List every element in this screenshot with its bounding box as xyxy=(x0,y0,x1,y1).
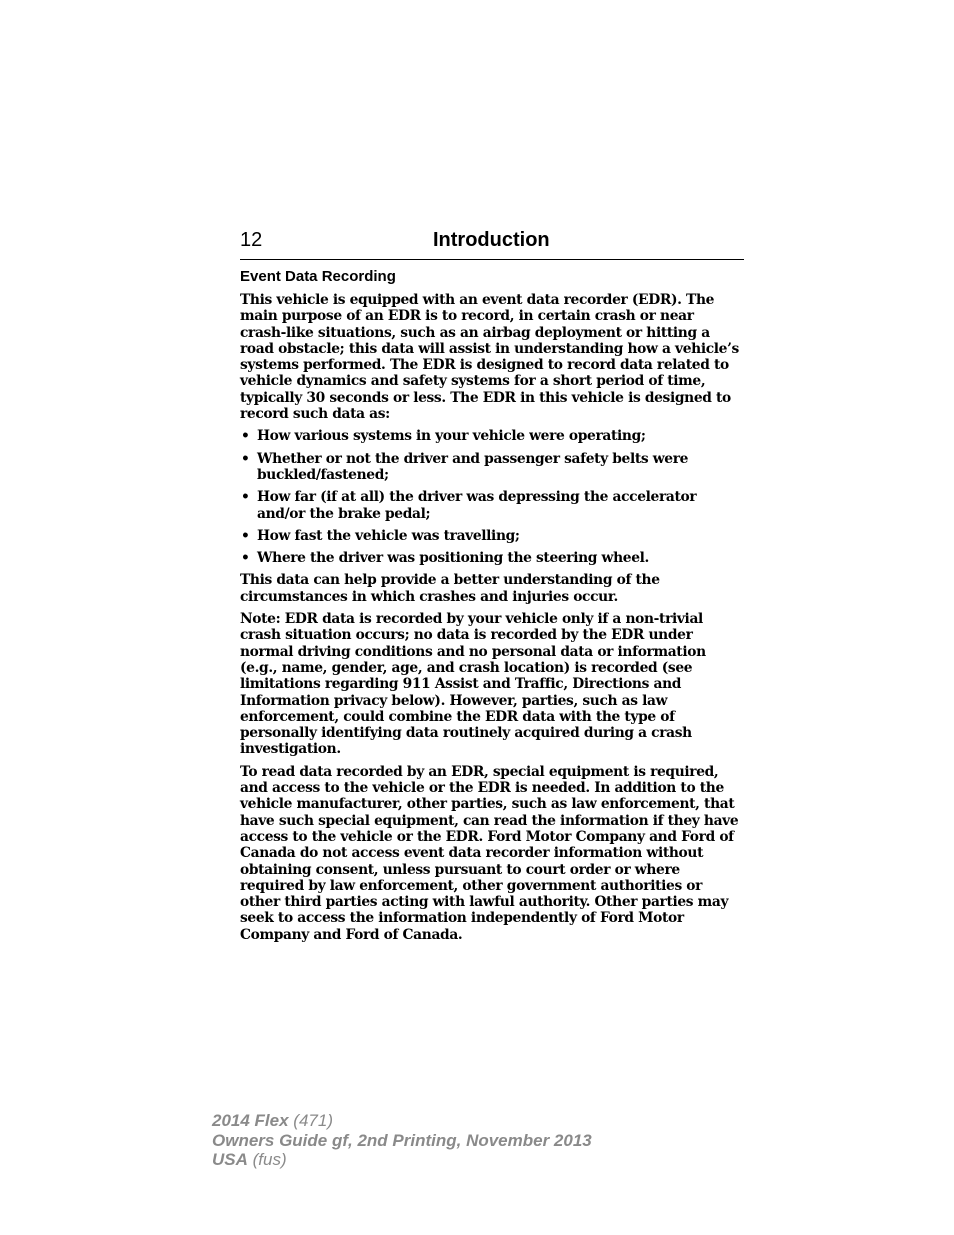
footer-market: USA xyxy=(212,1150,248,1169)
list-item xyxy=(240,428,744,444)
page-footer xyxy=(212,1111,592,1170)
list-item xyxy=(240,489,744,522)
list-item-text: Whether or not the driver and passenger safety belts were buckled/fastened; xyxy=(257,450,689,483)
intro-paragraph: This vehicle is equipped with an event data recorder (EDR). The main purpose of an EDR is to record, in certain crash or near crash-like situations, such as an airbag deployment or hitting a road obstacle; this data will assist in understanding how a vehicle’s systems performed. The EDR is designed to record data related to vehicle dynamics and safety systems for a short period of time, typically 30 seconds or less. The EDR in this vehicle is designed to record such data as: xyxy=(240,292,739,423)
section-heading: Event Data Recording xyxy=(240,268,396,285)
note-paragraph: Note: EDR data is recorded by your vehicle only if a non-trivial crash situation occurs; no data is recorded by the EDR under normal driving conditions and no personal data or information (e.g., name, gender, age, and crash location) is recorded (see limitations regarding 911 Assist and Traffic, Directions and Information privacy below). However, parties, such as law enforcement, could combine the EDR data with the type of personally identifying data routinely acquired during a crash investigation. xyxy=(240,611,706,758)
list-item xyxy=(240,550,744,566)
footer-market-code: (fus) xyxy=(252,1150,287,1169)
footer-guide-info: Owners Guide gf, 2nd Printing, November 2013 xyxy=(212,1130,592,1150)
page-header xyxy=(240,228,744,260)
bullet-icon: • xyxy=(241,428,250,445)
footer-model-code: (471) xyxy=(293,1111,333,1130)
bullet-icon: • xyxy=(241,450,250,467)
list-item-text: How various systems in your vehicle were operating; xyxy=(257,428,646,445)
access-paragraph: To read data recorded by an EDR, special equipment is required, and access to the vehicle or the EDR is needed. In addition to the vehicle manufacturer, other parties, such as law enforcement, that have such special equipment, can read the information if they have access to the vehicle or the EDR. Ford Motor Company and Ford of Canada do not access event data recorder information without obtaining consent, unless pursuant to court order or where required by law enforcement, other government authorities or other third parties acting with lawful authority. Other parties may seek to access the information independently of Ford Motor Company and Ford of Canada. xyxy=(240,763,739,943)
list-item xyxy=(240,451,744,484)
page-title: Introduction xyxy=(433,229,550,251)
list-item xyxy=(240,528,744,544)
recorded-data-list xyxy=(240,428,744,566)
page-number: 12 xyxy=(240,229,263,251)
footer-line-model xyxy=(212,1111,592,1131)
understanding-paragraph: This data can help provide a better understanding of the circumstances in which crashes and injuries occur. xyxy=(240,572,660,605)
bullet-icon: • xyxy=(241,489,250,506)
footer-line-market xyxy=(212,1150,592,1170)
list-item-text: How far (if at all) the driver was depressing the accelerator and/or the brake pedal; xyxy=(257,489,697,522)
list-item-text: Where the driver was positioning the steering wheel. xyxy=(257,550,649,567)
footer-model: 2014 Flex xyxy=(212,1111,289,1130)
bullet-icon: • xyxy=(241,550,250,567)
main-content xyxy=(240,267,744,949)
bullet-icon: • xyxy=(241,527,250,544)
list-item-text: How fast the vehicle was travelling; xyxy=(257,527,520,544)
